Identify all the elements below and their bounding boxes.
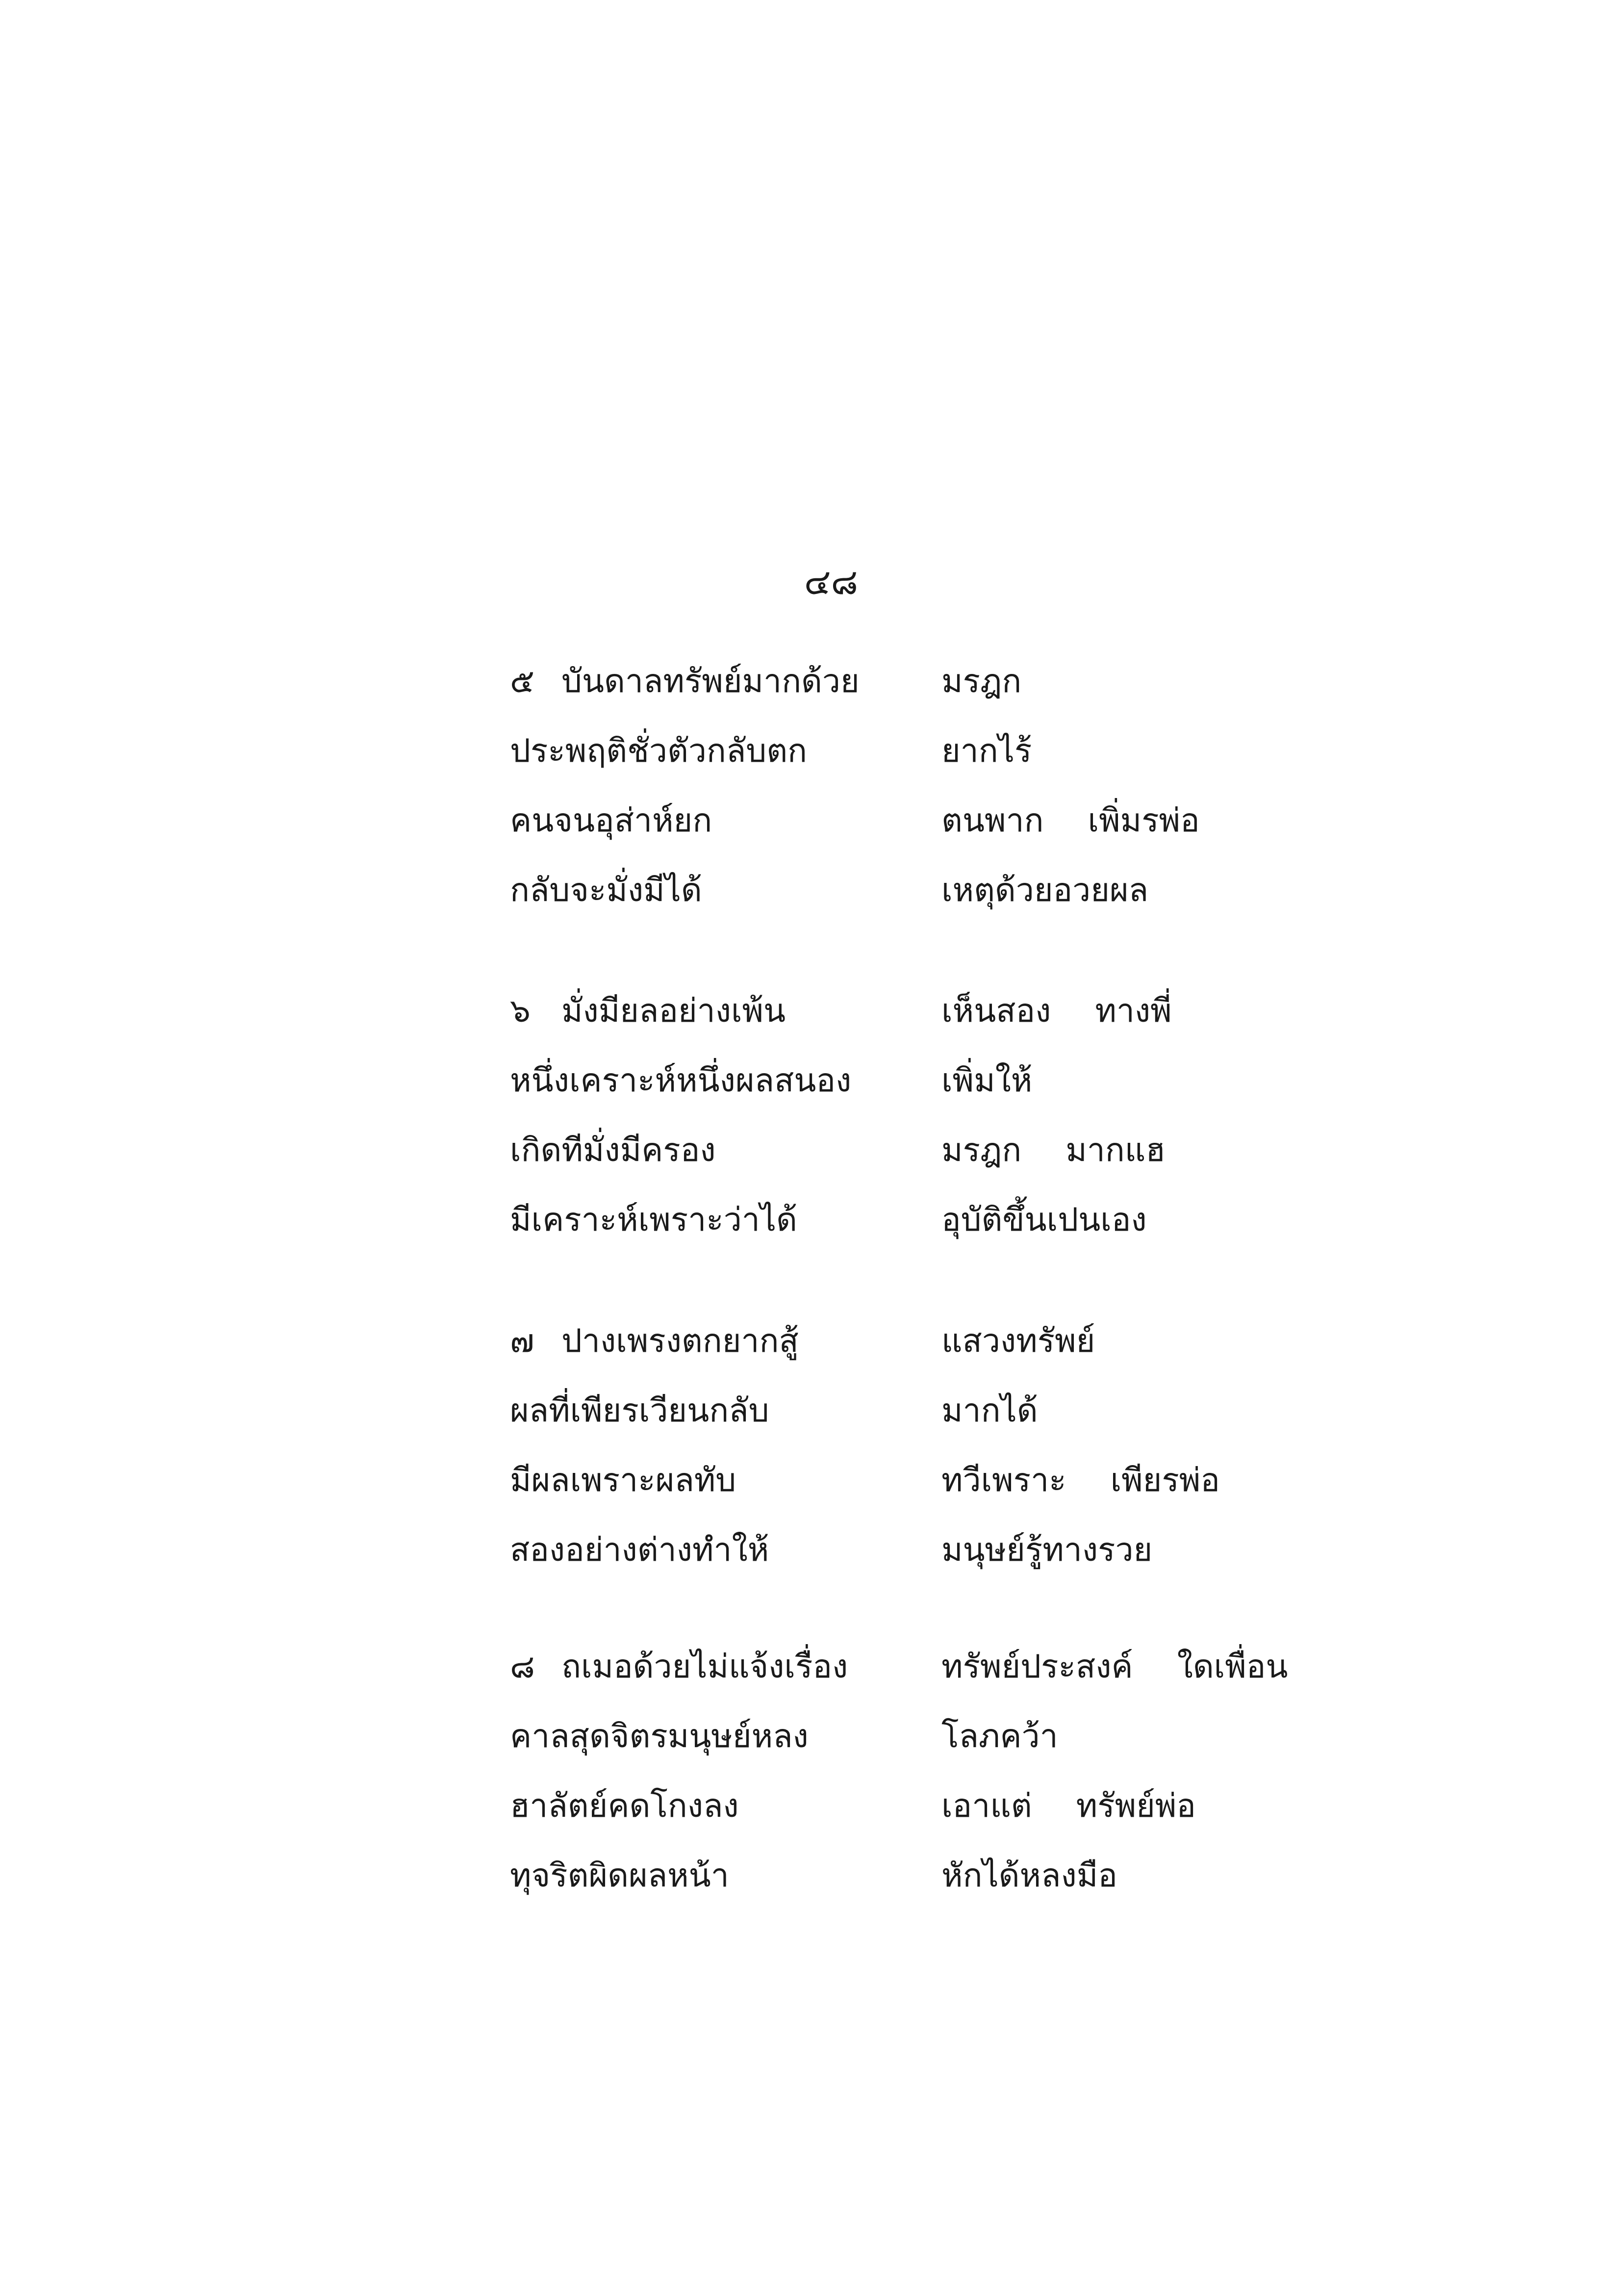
stanza-number: ๕ bbox=[510, 662, 534, 700]
verse-first-half: มั่งมียลอย่างเพ้น bbox=[561, 992, 786, 1030]
verse-second-half: มรฎก bbox=[941, 1131, 1022, 1169]
verse-first-half: ประพฤติชั่วตัวกลับตก bbox=[510, 732, 808, 770]
stanza-8 bbox=[510, 1632, 1393, 1910]
verse-second-half-extra: มากแฮ bbox=[1066, 1131, 1166, 1169]
verse-line bbox=[510, 1046, 1393, 1115]
verse-line bbox=[510, 855, 1393, 925]
verse-first-half: สองอย่างต่างทำให้ bbox=[510, 1531, 769, 1569]
verse-first-half: เกิดทีมั่งมีครอง bbox=[510, 1131, 716, 1169]
verse-line bbox=[510, 1841, 1393, 1910]
verse-line bbox=[510, 1445, 1393, 1515]
verse-second-half: มรฎก bbox=[941, 662, 1022, 700]
verse-second-half-extra: ใดเพื่อน bbox=[1177, 1648, 1288, 1685]
stanza-7 bbox=[510, 1306, 1393, 1585]
verse-second-half-extra: ทางพี่ bbox=[1095, 992, 1172, 1030]
verse-second-half: มากได้ bbox=[941, 1392, 1038, 1429]
verse-first-half: มีเคราะห์เพราะว่าได้ bbox=[510, 1201, 797, 1238]
stanza-number: ๘ bbox=[510, 1648, 535, 1685]
verse-first-half: ทุจริตผิดผลหน้า bbox=[510, 1856, 729, 1894]
verse-first-half: ผลที่เพียรเวียนกลับ bbox=[510, 1392, 769, 1429]
verse-first-half: ฮาลัตย์คดโกงลง bbox=[510, 1787, 739, 1825]
verse-second-half: เหตุด้วยอวยผล bbox=[941, 871, 1149, 909]
verse-first-half: บันดาลทรัพย์มากด้วย bbox=[561, 662, 860, 700]
verse-line bbox=[510, 1701, 1393, 1771]
page-number: ๔๘ bbox=[804, 561, 859, 602]
verse-second-half: เห็นสอง bbox=[941, 992, 1051, 1030]
verse-second-half: เพิ่มให้ bbox=[941, 1061, 1033, 1099]
verse-second-half-extra: เพียรพ่อ bbox=[1110, 1461, 1220, 1499]
verse-first-half: กลับจะมั่งมีได้ bbox=[510, 871, 702, 909]
verse-first-half: หนึ่งเคราะห์หนึ่งผลสนอง bbox=[510, 1061, 852, 1099]
verse-line bbox=[510, 976, 1393, 1046]
verse-second-half-extra: เพิ่มรพ่อ bbox=[1088, 801, 1200, 839]
verse-line bbox=[510, 1515, 1393, 1585]
verse-line bbox=[510, 1185, 1393, 1255]
verse-line bbox=[510, 716, 1393, 786]
verse-first-half: มีผลเพราะผลทับ bbox=[510, 1461, 736, 1499]
verse-first-half: ถเมอด้วยไม่แจ้งเรื่อง bbox=[561, 1648, 848, 1685]
verse-first-half: คาลสุดจิตรมนุษย์หลง bbox=[510, 1717, 809, 1755]
stanza-number: ๖ bbox=[510, 992, 531, 1030]
verse-line bbox=[510, 786, 1393, 855]
verse-second-half: มนุษย์รู้ทางรวย bbox=[941, 1531, 1153, 1569]
verse-first-half: คนจนอุส่าห์ยก bbox=[510, 801, 712, 839]
verse-line bbox=[510, 1115, 1393, 1185]
verse-second-half: หักได้หลงมือ bbox=[941, 1856, 1117, 1894]
verse-second-half: โลภคว้า bbox=[941, 1717, 1058, 1755]
verse-first-half: ปางเพรงตกยากสู้ bbox=[561, 1322, 799, 1360]
stanza-number: ๗ bbox=[510, 1322, 534, 1360]
verse-line bbox=[510, 1306, 1393, 1376]
stanza-6 bbox=[510, 976, 1393, 1255]
verse-second-half: อุบัติขึ้นเปนเอง bbox=[941, 1201, 1147, 1238]
verse-second-half: แสวงทรัพย์ bbox=[941, 1322, 1095, 1360]
stanza-5 bbox=[510, 646, 1393, 925]
verse-second-half: ตนพาก bbox=[941, 801, 1044, 839]
verse-line bbox=[510, 1376, 1393, 1445]
verse-line bbox=[510, 1771, 1393, 1841]
verse-second-half: ทวีเพราะ bbox=[941, 1461, 1066, 1499]
verse-second-half-extra: ทรัพย์พ่อ bbox=[1076, 1787, 1196, 1825]
verse-second-half: เอาแต่ bbox=[941, 1787, 1032, 1825]
verse-second-half: ทรัพย์ประสงค์ bbox=[941, 1648, 1133, 1685]
verse-line bbox=[510, 1632, 1393, 1701]
verse-line bbox=[510, 646, 1393, 716]
verse-second-half: ยากไร้ bbox=[941, 732, 1032, 770]
